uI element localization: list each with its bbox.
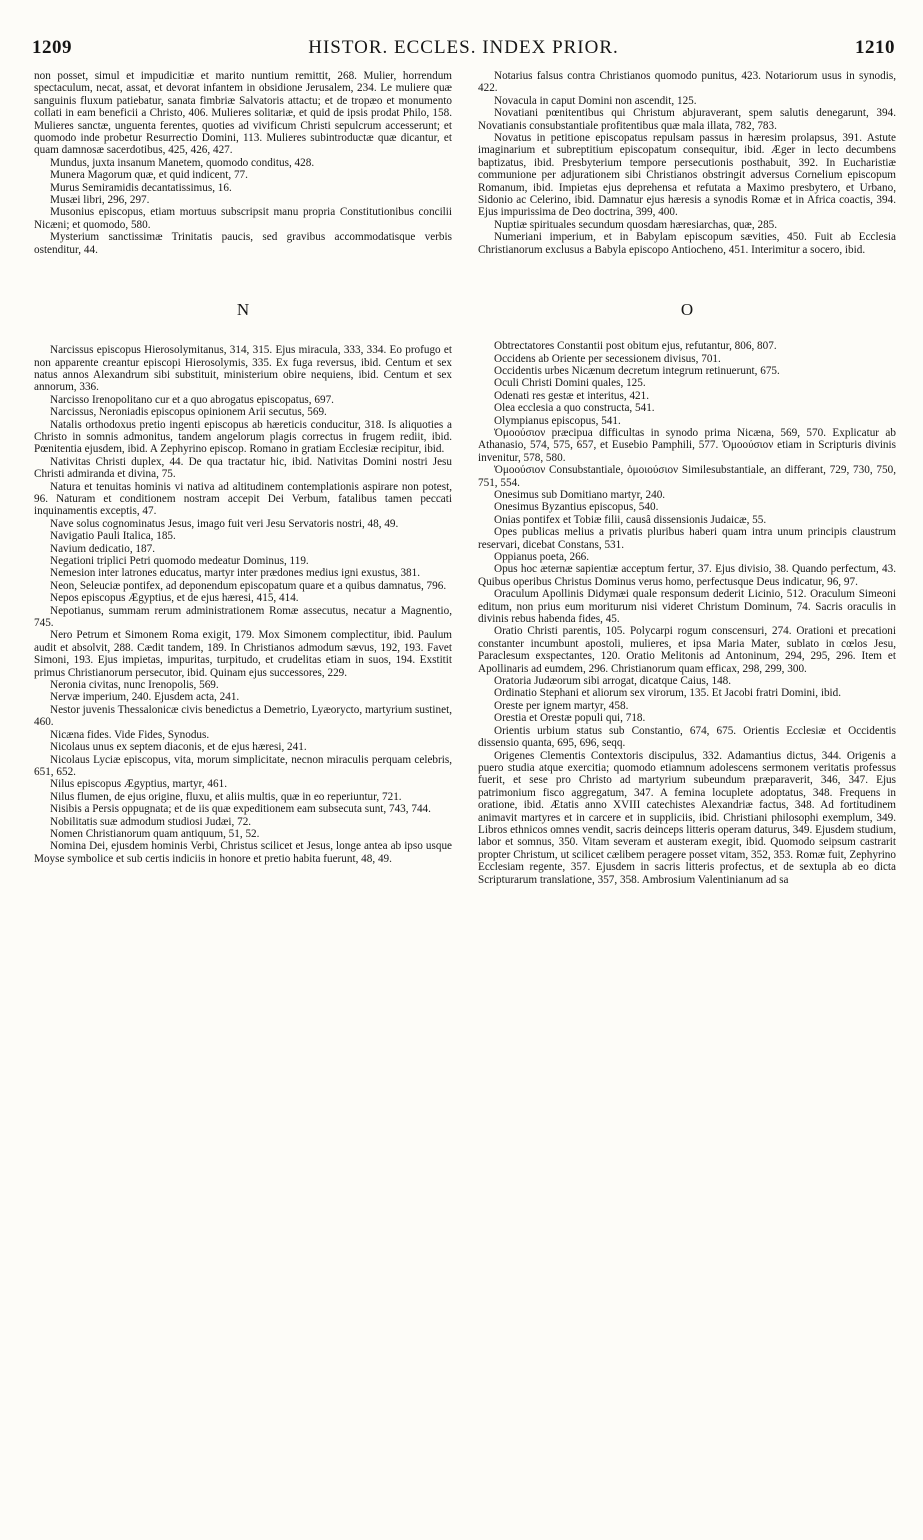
- index-entry: Nilus episcopus Ægyptius, martyr, 461.: [50, 778, 227, 791]
- index-entry: Nisibis a Persis oppugnata; et de iis quæ expeditionem eam subsecuta sunt, 743, 744.: [50, 803, 431, 816]
- index-entry: Oppianus poeta, 266.: [494, 551, 590, 563]
- index-entry: Onesimus sub Domitiano martyr, 240.: [494, 488, 666, 501]
- index-entry: Nemesion inter latrones educatus, martyr inter prædones medius igni exustus, 381.: [50, 567, 421, 580]
- index-entry: Mysterium sanctissimæ Trinitatis paucis, sed gravibus accommodatisque verbis ostenditur, 44.: [34, 231, 452, 256]
- index-entry: Nervæ imperium, 240. Ejusdem acta, 241.: [50, 691, 240, 704]
- index-entry: Narcissus episcopus Hierosolymitanus, 314, 315. Ejus miracula, 333, 334. Eo profugo et non apparente creantur episcopi Hierosolymis, 335. Ex fuga reversus, ibid. Centum et sex natus annos Alexandrum sibi substituit, ministerium obire nequiens, ibid. Centum et sex annorum, 336.: [34, 344, 452, 394]
- index-entry: Ὁμοούσιον præcipua difficultas in synodo prima Nicæna, 569, 570. Explicatur ab Athanasio, 574, 575, 657, et Eusebio Pamphili, 577. Ὁμοούσιον etiam in Scripturis divinis invenitur, 578, 580.: [478, 426, 896, 464]
- index-entry: Oreste per ignem martyr, 458.: [494, 699, 629, 712]
- running-title: HISTOR. ECCLES. INDEX PRIOR.: [308, 37, 619, 58]
- index-entry: Onias pontifex et Tobiæ filii, causâ dissensionis Judaicæ, 55.: [494, 513, 767, 526]
- index-entry: Nativitas Christi duplex, 44. De qua tractatur hic, ibid. Nativitas Domini nostri Jesu Christi admiranda et divina, 75.: [34, 455, 452, 481]
- index-entry: Neon, Seleuciæ pontifex, ad deponendum episcopatum quare et a quibus damnatus, 796.: [50, 579, 447, 592]
- letter-heading-n: N: [236, 300, 250, 320]
- index-entry: Obtrectatores Constantii post obitum ejus, refutantur, 806, 807.: [494, 340, 777, 353]
- n-entries-continued: [478, 70, 896, 256]
- index-entry: Olympianus episcopus, 541.: [494, 414, 621, 427]
- index-entry: Natalis orthodoxus pretio ingenti episcopus ab hæreticis conducitur, 318. Is aliquoties a Christo in somnis admonitus, tandem angelorum plagis correctus in frugem rediit, ibid. Pœnitentia ejusdem, ibid. A Zephyrino episcop. Romano in gratiam Ecclesiæ recipitur, ibid.: [34, 418, 452, 456]
- index-entry: Narcisso Irenopolitano cur et a quo abrogatus episcopatus, 697.: [50, 393, 334, 406]
- index-entry: Orientis urbium status sub Constantio, 674, 675. Orientis Ecclesiæ et Occidentis dissensio quanta, 695, 696, seqq.: [478, 724, 896, 750]
- index-entry: Nomina Dei, ejusdem hominis Verbi, Christus scilicet et Jesus, longe antea ab ipso usque Moyse symbolice et sub certis indiciis in honore et pretio habita fuerunt, 48, 49.: [34, 840, 452, 865]
- index-entry: Navigatio Pauli Italica, 185.: [50, 530, 176, 543]
- index-entry: Navium dedicatio, 187.: [50, 542, 156, 555]
- index-entry: Orestia et Orestæ populi qui, 718.: [494, 712, 646, 725]
- index-entry: Nomen Christianorum quam antiquum, 51, 52.: [50, 827, 260, 840]
- index-entry: Odenati res gestæ et interitus, 421.: [494, 389, 650, 402]
- index-entry: Negationi triplici Petri quomodo medeatur Dominus, 119.: [50, 555, 309, 567]
- index-entry: Musæi libri, 296, 297.: [50, 194, 150, 207]
- left-column: [34, 70, 452, 865]
- index-entry: Occidens ab Oriente per secessionem divisus, 701.: [494, 352, 721, 365]
- index-entry: Musonius episcopus, etiam mortuus subscripsit manu propria Constitutionibus concilii Nicæni; et quomodo, 580.: [34, 206, 452, 231]
- index-entry: Nero Petrum et Simonem Roma exigit, 179. Mox Simonem complectitur, ibid. Paulum audit et absolvit, 288. Cædit tandem, 189. In Christianos admodum sævus, 192, 193. Favet Simoni, 193. Ejus impietas, impuritas, turpitudo, et crudelitas etiam in suos, 194. Exstitit primus Christianorum persecutor, ibid. Quinam ejus successores, 229.: [34, 629, 452, 679]
- index-entry: Occidentis urbes Nicænum decretum integrum retinuerunt, 675.: [494, 364, 780, 377]
- letter-heading-o: O: [680, 300, 694, 320]
- index-entry: Oraculum Apollinis Didymæi quale responsum dederit Licinio, 512. Oraculum Simeoni editum, non prius eum moriturum nisi videret Christum Dominum, 74. Sacris oraculis in divinis rebus habenda fides, 45.: [478, 588, 896, 626]
- index-entry: Nuptiæ spirituales secundum quosdam hæresiarchas, quæ, 285.: [494, 218, 778, 231]
- index-entry: Olea ecclesia a quo constructa, 541.: [494, 402, 655, 415]
- index-entry: Munera Magorum quæ, et quid indicent, 77.: [50, 169, 248, 182]
- right-page-number: 1210: [855, 37, 895, 58]
- index-entry: Oratio Christi parentis, 105. Polycarpi rogum conscensuri, 274. Orationi et precationi constanter incumbunt apostoli, mulieres, et ipsa Maria Mater, sublato in cœlos Jesu, Paraclesum exspectantes, 120. Oratio Melitonis ad Antoninum, 294, 295, 296. Item et Apollinaris ad eumdem, 296. Christianorum quam efficax, 298, 299, 300.: [478, 625, 896, 675]
- page-header: [32, 34, 895, 62]
- index-entry: Nepos episcopus Ægyptius, et de ejus hæresi, 415, 414.: [50, 592, 299, 605]
- index-entry: Nepotianus, summam rerum administrationem Romæ assecutus, necatur a Magnentio, 745.: [34, 604, 452, 630]
- index-entry: Nicolaus unus ex septem diaconis, et de ejus hæresi, 241.: [50, 741, 307, 754]
- index-entry: Ordinatio Stephani et aliorum sex virorum, 135. Et Jacobi fratri Domini, ibid.: [494, 687, 842, 700]
- index-entry: Ὁμοούσιον Consubstantiale, ὁμοιούσιον Similesubstantiale, an differant, 729, 730, 750, 751, 554.: [478, 464, 896, 489]
- index-entry: Opes publicas melius a privatis pluribus haberi quam intra unum principis claustrum reservari, dicebat Constans, 531.: [478, 526, 896, 551]
- index-entry: Natura et tenuitas hominis vi nativa ad altitudinem contemplationis aspirare non potest, 96. Naturam et conditionem nostram accepit Dei Verbum, fatalibus tamen peccati inquinamentis exceptis, 47.: [34, 480, 452, 518]
- index-entry: Oratoria Judæorum sibi arrogat, dicatque Caius, 148.: [494, 675, 732, 688]
- index-entry: Murus Semiramidis decantatissimus, 16.: [50, 181, 232, 194]
- right-column: [478, 70, 896, 886]
- index-entry: Nobilitatis suæ admodum studiosi Judæi, 72.: [50, 815, 252, 828]
- o-entries: [478, 340, 896, 886]
- index-entry: Novatiani pœnitentibus qui Christum abjuraverant, spem salutis denegarunt, 394. Novatianis consubstantiale profitentibus quæ mala illata, 782, 783.: [478, 107, 896, 132]
- index-entry: Neronia civitas, nunc Irenopolis, 569.: [50, 679, 219, 692]
- index-entry: Nilus flumen, de ejus origine, fluxu, et aliis multis, quæ in eo reperiuntur, 721.: [50, 790, 402, 803]
- index-entry: Origenes Clementis Contextoris discipulus, 332. Adamantius dictus, 344. Origenis a puero studia atque exercitia; quomodo etiamnum adolescens sermonem veritatis professus fuerit, et sese pro Christo ad martyrium subeundum præparaverit, 346, 347. Ejus patrimonium fisco aggregatum, 347. A femina locuplete adoptatus, 348. Frequens in oratione, ibid. Ætatis anno XVIII catechistes Alexandriæ factus, 348. Ad fortitudinem animavit martyres et in carcere et in suppliciis, ibid. Christiani philosophi exemplum, 349. Libros ethnicos omnes vendit, sacris deinceps litteris operam daturus, 349. Ejusdem studium, labor et somnus, 350. Vitam severam et austeram exegit, ibid. Quomodo seipsum castrarit propter Christum, ut scilicet cælibem peragere posset vitam, 352, 353. Romæ fuit, Zephyrino Ecclesiam regente, 357. Ejusdem in sacris litteris profectus, et de sextupla ab eo dicta Scripturarum translatione, 357, 358. Ambrosium Valentinianum ad sa: [478, 749, 896, 886]
- m-entries: [34, 70, 452, 256]
- left-page-number: 1209: [32, 37, 72, 58]
- index-entry: Oculi Christi Domini quales, 125.: [494, 377, 646, 390]
- index-entry: Mundus, juxta insanum Manetem, quomodo conditus, 428.: [50, 156, 315, 169]
- index-entry: Nave solus cognominatus Jesus, imago fuit veri Jesu Servatoris nostri, 48, 49.: [50, 517, 399, 530]
- index-entry: Narcissus, Neroniadis episcopus opinionem Arii secutus, 569.: [50, 406, 327, 419]
- index-entry: Nicolaus Lyciæ episcopus, vita, morum simplicitate, necnon miraculis perquam celebris, 651, 652.: [34, 753, 452, 778]
- index-entry: non posset, simul et impudicitiæ et marito nuntium remittit, 268. Mulier, horrendum spectaculum, necat, assat, et devorat infantem in obsidione Jerusalem, 234. Le muliere quæ sanguinis fluxum patiebatur, sanata fimbriæ Salvatoris attactu; et de tropæo et monumento collati in eam beneficii a Christo, 406. Mulieres solitariæ, et quid de ipsis prodat Philo, 158. Mulieres sanctæ, unguenta ferentes, quoties ad vivificum Christi sepulcrum accesserunt; et quomodo inde probetur Resurrectio Domini, 113. Mulieres subintroductæ quæ dicantur, et quam damnosæ sacerdotibus, 425, 426, 427.: [34, 70, 452, 157]
- n-entries: [34, 344, 452, 865]
- index-entry: Opus hoc æternæ sapientiæ acceptum fertur, 37. Ejus divisio, 38. Quando perfectum, 43. Quibus operibus Christus Dominus verus homo, perfectusque Deus indicatur, 96, 97.: [478, 563, 896, 588]
- index-entry: Numeriani imperium, et in Babylam episcopum sævities, 450. Fuit ab Ecclesia Christianorum exclusus a Babyla episcopo Antiocheno, 451. Interimitur a socero, ibid.: [478, 231, 896, 256]
- index-entry: Nicæna fides. Vide Fides, Synodus.: [50, 728, 210, 741]
- index-entry: Nestor juvenis Thessalonicæ civis benedictus a Demetrio, Lyæorycto, martyrium sustinet, 460.: [34, 703, 452, 729]
- index-entry: Novacula in caput Domini non ascendit, 125.: [494, 94, 697, 107]
- index-entry: Onesimus Byzantius episcopus, 540.: [494, 501, 659, 514]
- index-entry: Novatus in petitione episcopatus repulsam passus in hæresim prolapsus, 391. Astute imaginarium et subreptitium episcopatum consequitur, ibid. Æger in lecto decumbens baptizatus, ibid. Presbyterium tempore persecutionis posthabuit, 392. In Eucharistiæ communione per adjurationem sibi Christianos obstringit adversus Cornelium episcopum Romanum, ibid. Impietas ejus deprehensa et refutata a Maximo presbytero, et Urbano, Sidonio ac Celerino, ibid. Damnatur ejus hæresis a synodis Romæ et in Africa coactis, 394. Ejus impurissima de Deo doctrina, 399, 400.: [478, 132, 896, 219]
- index-entry: Notarius falsus contra Christianos quomodo punitus, 423. Notariorum usus in synodis, 422.: [478, 70, 896, 95]
